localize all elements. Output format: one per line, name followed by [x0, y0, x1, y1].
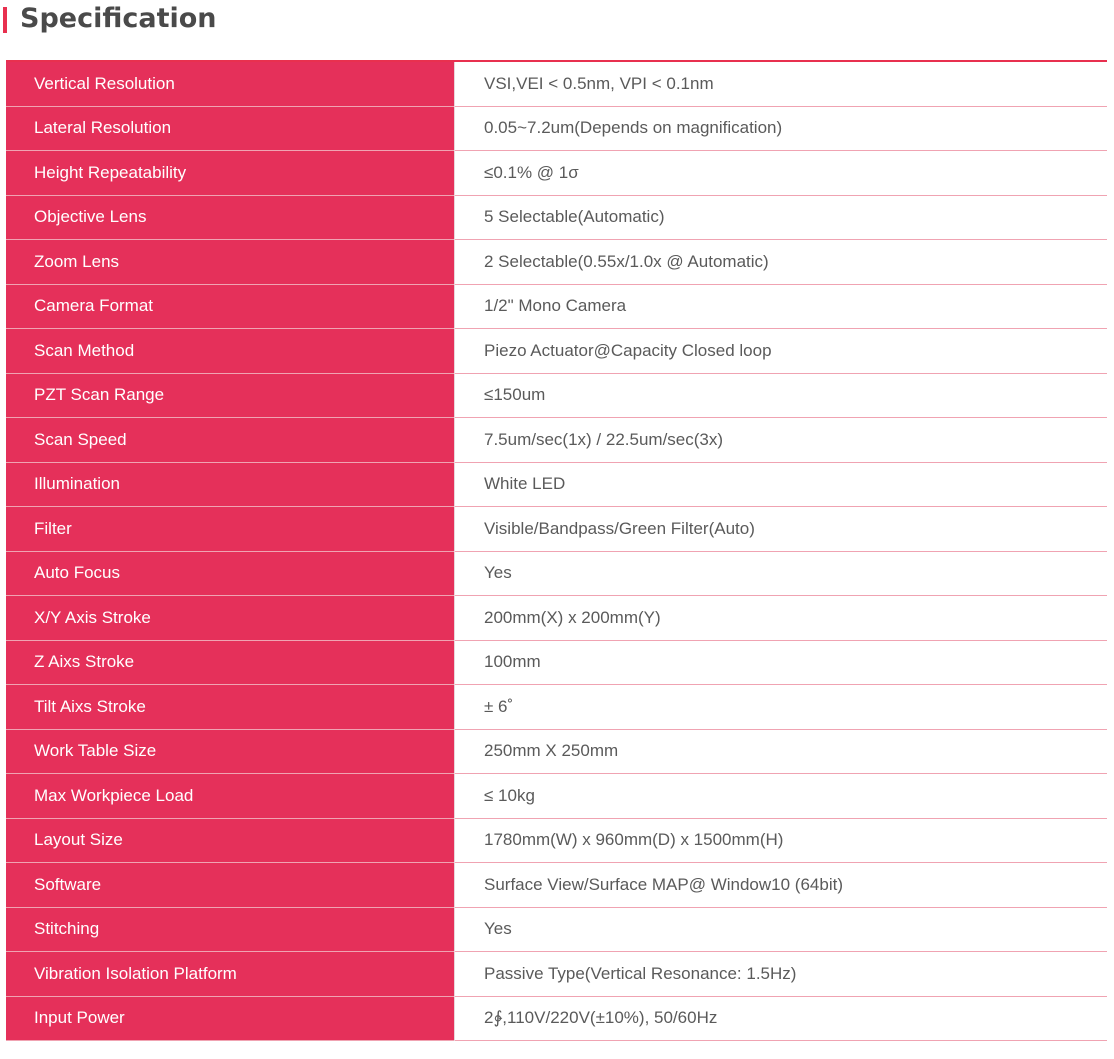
spec-label: X/Y Axis Stroke: [6, 596, 455, 641]
table-row: [6, 329, 1107, 374]
spec-value: ≤0.1% @ 1σ: [455, 151, 1108, 196]
table-row: [6, 774, 1107, 819]
specification-table: [6, 60, 1107, 1041]
table-row: [6, 195, 1107, 240]
spec-label: PZT Scan Range: [6, 373, 455, 418]
title-accent-bar: [3, 7, 7, 33]
spec-label: Layout Size: [6, 818, 455, 863]
spec-value: White LED: [455, 462, 1108, 507]
table-row: [6, 240, 1107, 285]
specification-table-body: [6, 61, 1107, 1041]
spec-label: Work Table Size: [6, 729, 455, 774]
spec-value: ± 6˚: [455, 685, 1108, 730]
table-row: [6, 996, 1107, 1041]
table-row: [6, 106, 1107, 151]
spec-label: Height Repeatability: [6, 151, 455, 196]
table-row: [6, 685, 1107, 730]
table-row: [6, 507, 1107, 552]
table-row: [6, 640, 1107, 685]
spec-value: Yes: [455, 907, 1108, 952]
spec-label: Input Power: [6, 996, 455, 1041]
spec-label: Auto Focus: [6, 551, 455, 596]
spec-value: Surface View/Surface MAP@ Window10 (64bit): [455, 863, 1108, 908]
spec-value: 7.5um/sec(1x) / 22.5um/sec(3x): [455, 418, 1108, 463]
spec-label: Z Aixs Stroke: [6, 640, 455, 685]
spec-value: Visible/Bandpass/Green Filter(Auto): [455, 507, 1108, 552]
spec-value: 250mm X 250mm: [455, 729, 1108, 774]
spec-label: Max Workpiece Load: [6, 774, 455, 819]
table-row: [6, 863, 1107, 908]
spec-label: Scan Speed: [6, 418, 455, 463]
spec-label: Zoom Lens: [6, 240, 455, 285]
spec-label: Vibration Isolation Platform: [6, 952, 455, 997]
spec-label: Vertical Resolution: [6, 61, 455, 106]
spec-label: Camera Format: [6, 284, 455, 329]
table-row: [6, 551, 1107, 596]
spec-label: Tilt Aixs Stroke: [6, 685, 455, 730]
table-row: [6, 151, 1107, 196]
section-header: [0, 0, 1114, 44]
spec-value: ≤150um: [455, 373, 1108, 418]
table-row: [6, 61, 1107, 106]
table-row: [6, 373, 1107, 418]
spec-label: Software: [6, 863, 455, 908]
page-title: Specification: [20, 3, 217, 34]
spec-label: Lateral Resolution: [6, 106, 455, 151]
table-row: [6, 418, 1107, 463]
spec-value: Passive Type(Vertical Resonance: 1.5Hz): [455, 952, 1108, 997]
spec-label: Illumination: [6, 462, 455, 507]
spec-value: 0.05~7.2um(Depends on magnification): [455, 106, 1108, 151]
table-row: [6, 284, 1107, 329]
spec-value: 2∲,110V/220V(±10%), 50/60Hz: [455, 996, 1108, 1041]
spec-value: 100mm: [455, 640, 1108, 685]
spec-label: Filter: [6, 507, 455, 552]
spec-value: 1780mm(W) x 960mm(D) x 1500mm(H): [455, 818, 1108, 863]
spec-value: 2 Selectable(0.55x/1.0x @ Automatic): [455, 240, 1108, 285]
spec-label: Objective Lens: [6, 195, 455, 240]
table-row: [6, 907, 1107, 952]
table-row: [6, 596, 1107, 641]
table-row: [6, 462, 1107, 507]
spec-value: Yes: [455, 551, 1108, 596]
spec-value: VSI,VEI < 0.5nm, VPI < 0.1nm: [455, 61, 1108, 106]
spec-value: 5 Selectable(Automatic): [455, 195, 1108, 240]
spec-label: Stitching: [6, 907, 455, 952]
spec-value: 1/2" Mono Camera: [455, 284, 1108, 329]
spec-value: ≤ 10kg: [455, 774, 1108, 819]
spec-value: 200mm(X) x 200mm(Y): [455, 596, 1108, 641]
spec-value: Piezo Actuator@Capacity Closed loop: [455, 329, 1108, 374]
table-row: [6, 952, 1107, 997]
spec-label: Scan Method: [6, 329, 455, 374]
table-row: [6, 818, 1107, 863]
table-row: [6, 729, 1107, 774]
